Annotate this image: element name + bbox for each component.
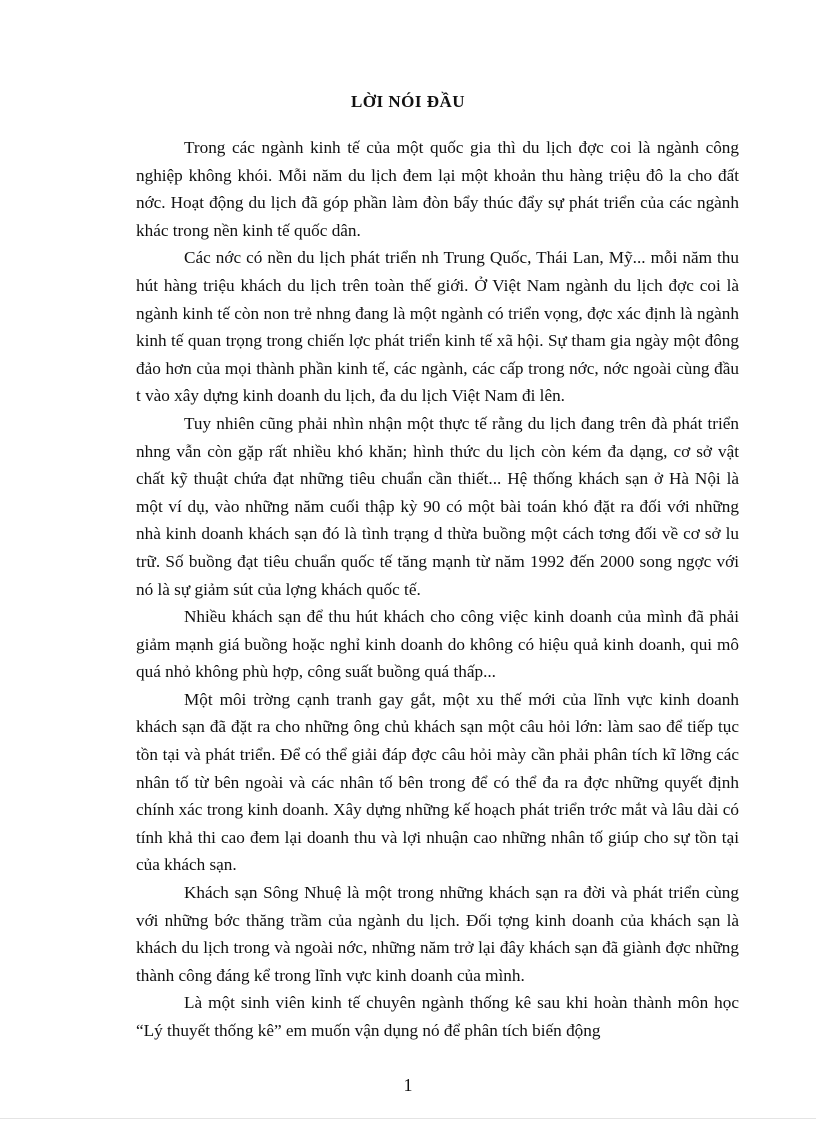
page-bottom-divider	[0, 1118, 816, 1119]
paragraph: Tuy nhiên cũng phải nhìn nhận một thực tế rằng du lịch đang trên đà phát triển nhng vẫn còn gặp rất nhiều khó khăn; hình thức du lịch còn kém đa dạng, cơ sở vật chất kỹ thuật chứa đạt những tiêu chuẩn cần thiết... Hệ thống khách sạn ở Hà Nội là một ví dụ, vào những năm cuối thập kỳ 90 có một bài toán khó đặt ra đối với những nhà kinh doanh khách sạn đó là tình trạng d thừa buồng một cách tơng đối về cơ sở lu trữ. Số buồng đạt tiêu chuẩn quốc tế tăng mạnh từ năm 1992 đến 2000 song ngợc với nó là sự giảm sút của lợng khách quốc tế.	[136, 413, 739, 599]
paragraph: Là một sinh viên kinh tế chuyên ngành thống kê sau khi hoàn thành môn học “Lý thuyết thống kê” em muốn vận dụng nó để phân tích biến động	[136, 993, 739, 1040]
page-title: LỜI NÓI ĐẦU	[350, 92, 466, 111]
paragraph: Trong các ngành kinh tế của một quốc gia thì du lịch đợc coi là ngành công nghiệp không khói. Mỗi năm du lịch đem lại một khoản thu hàng triệu đô la cho đất nớc. Hoạt động du lịch đã góp phần làm đòn bẩy thúc đẩy sự phát triển của các ngành khác trong nền kinh tế quốc dân.	[136, 138, 739, 240]
body-text	[136, 134, 739, 1045]
paragraph: Một môi trờng cạnh tranh gay gắt, một xu thế mới của lĩnh vực kinh doanh khách sạn đã đặt ra cho những ông chủ khách sạn một câu hỏi lớn: làm sao để tiếp tục tồn tại và phát triển. Để có thể giải đáp đợc câu hỏi mày cần phải phân tích kĩ lỡng các nhân tố từ bên ngoài và các nhân tố bên trong để có thể đa ra đợc những quyết định chính xác trong kinh doanh. Xây dựng những kế hoạch phát triển trớc mắt và lâu dài có tính khả thi cao đem lại doanh thu và lợi nhuận cao những nhân tố giúp cho sự tồn tại của khách sạn.	[136, 689, 739, 875]
page-number: 1	[403, 1075, 413, 1095]
paragraph: Nhiều khách sạn để thu hút khách cho công việc kinh doanh của mình đã phải giảm mạnh giá buồng hoặc nghỉ kinh doanh do không có hiệu quả kinh doanh, qui mô quá nhỏ không phù hợp, công suất buồng quá thấp...	[136, 607, 739, 682]
paragraph: Các nớc có nền du lịch phát triển nh Trung Quốc, Thái Lan, Mỹ... mỗi năm thu hút hàng triệu khách du lịch trên toàn thế giới. Ở Việt Nam ngành du lịch đợc coi là ngành kinh tế còn non trẻ nhng đang là một ngành có triển vọng, đợc xác định là ngành kinh tế quan trọng trong chiến lợc phát triển kinh tế xã hội. Sự tham gia ngày một đông đảo hơn của mọi thành phần kinh tế, các ngành, các cấp trong nớc, nớc ngoài cùng đầu t vào xây dựng kinh doanh du lịch, đa du lịch Việt Nam đi lên.	[136, 248, 739, 406]
paragraph: Khách sạn Sông Nhuệ là một trong những khách sạn ra đời và phát triển cùng với những bớc thăng trầm của ngành du lịch. Đối tợng kinh doanh của khách sạn là khách du lịch trong và ngoài nớc, những năm trở lại đây khách sạn đã giành đợc những thành công đáng kể trong lĩnh vực kinh doanh của mình.	[136, 883, 739, 985]
